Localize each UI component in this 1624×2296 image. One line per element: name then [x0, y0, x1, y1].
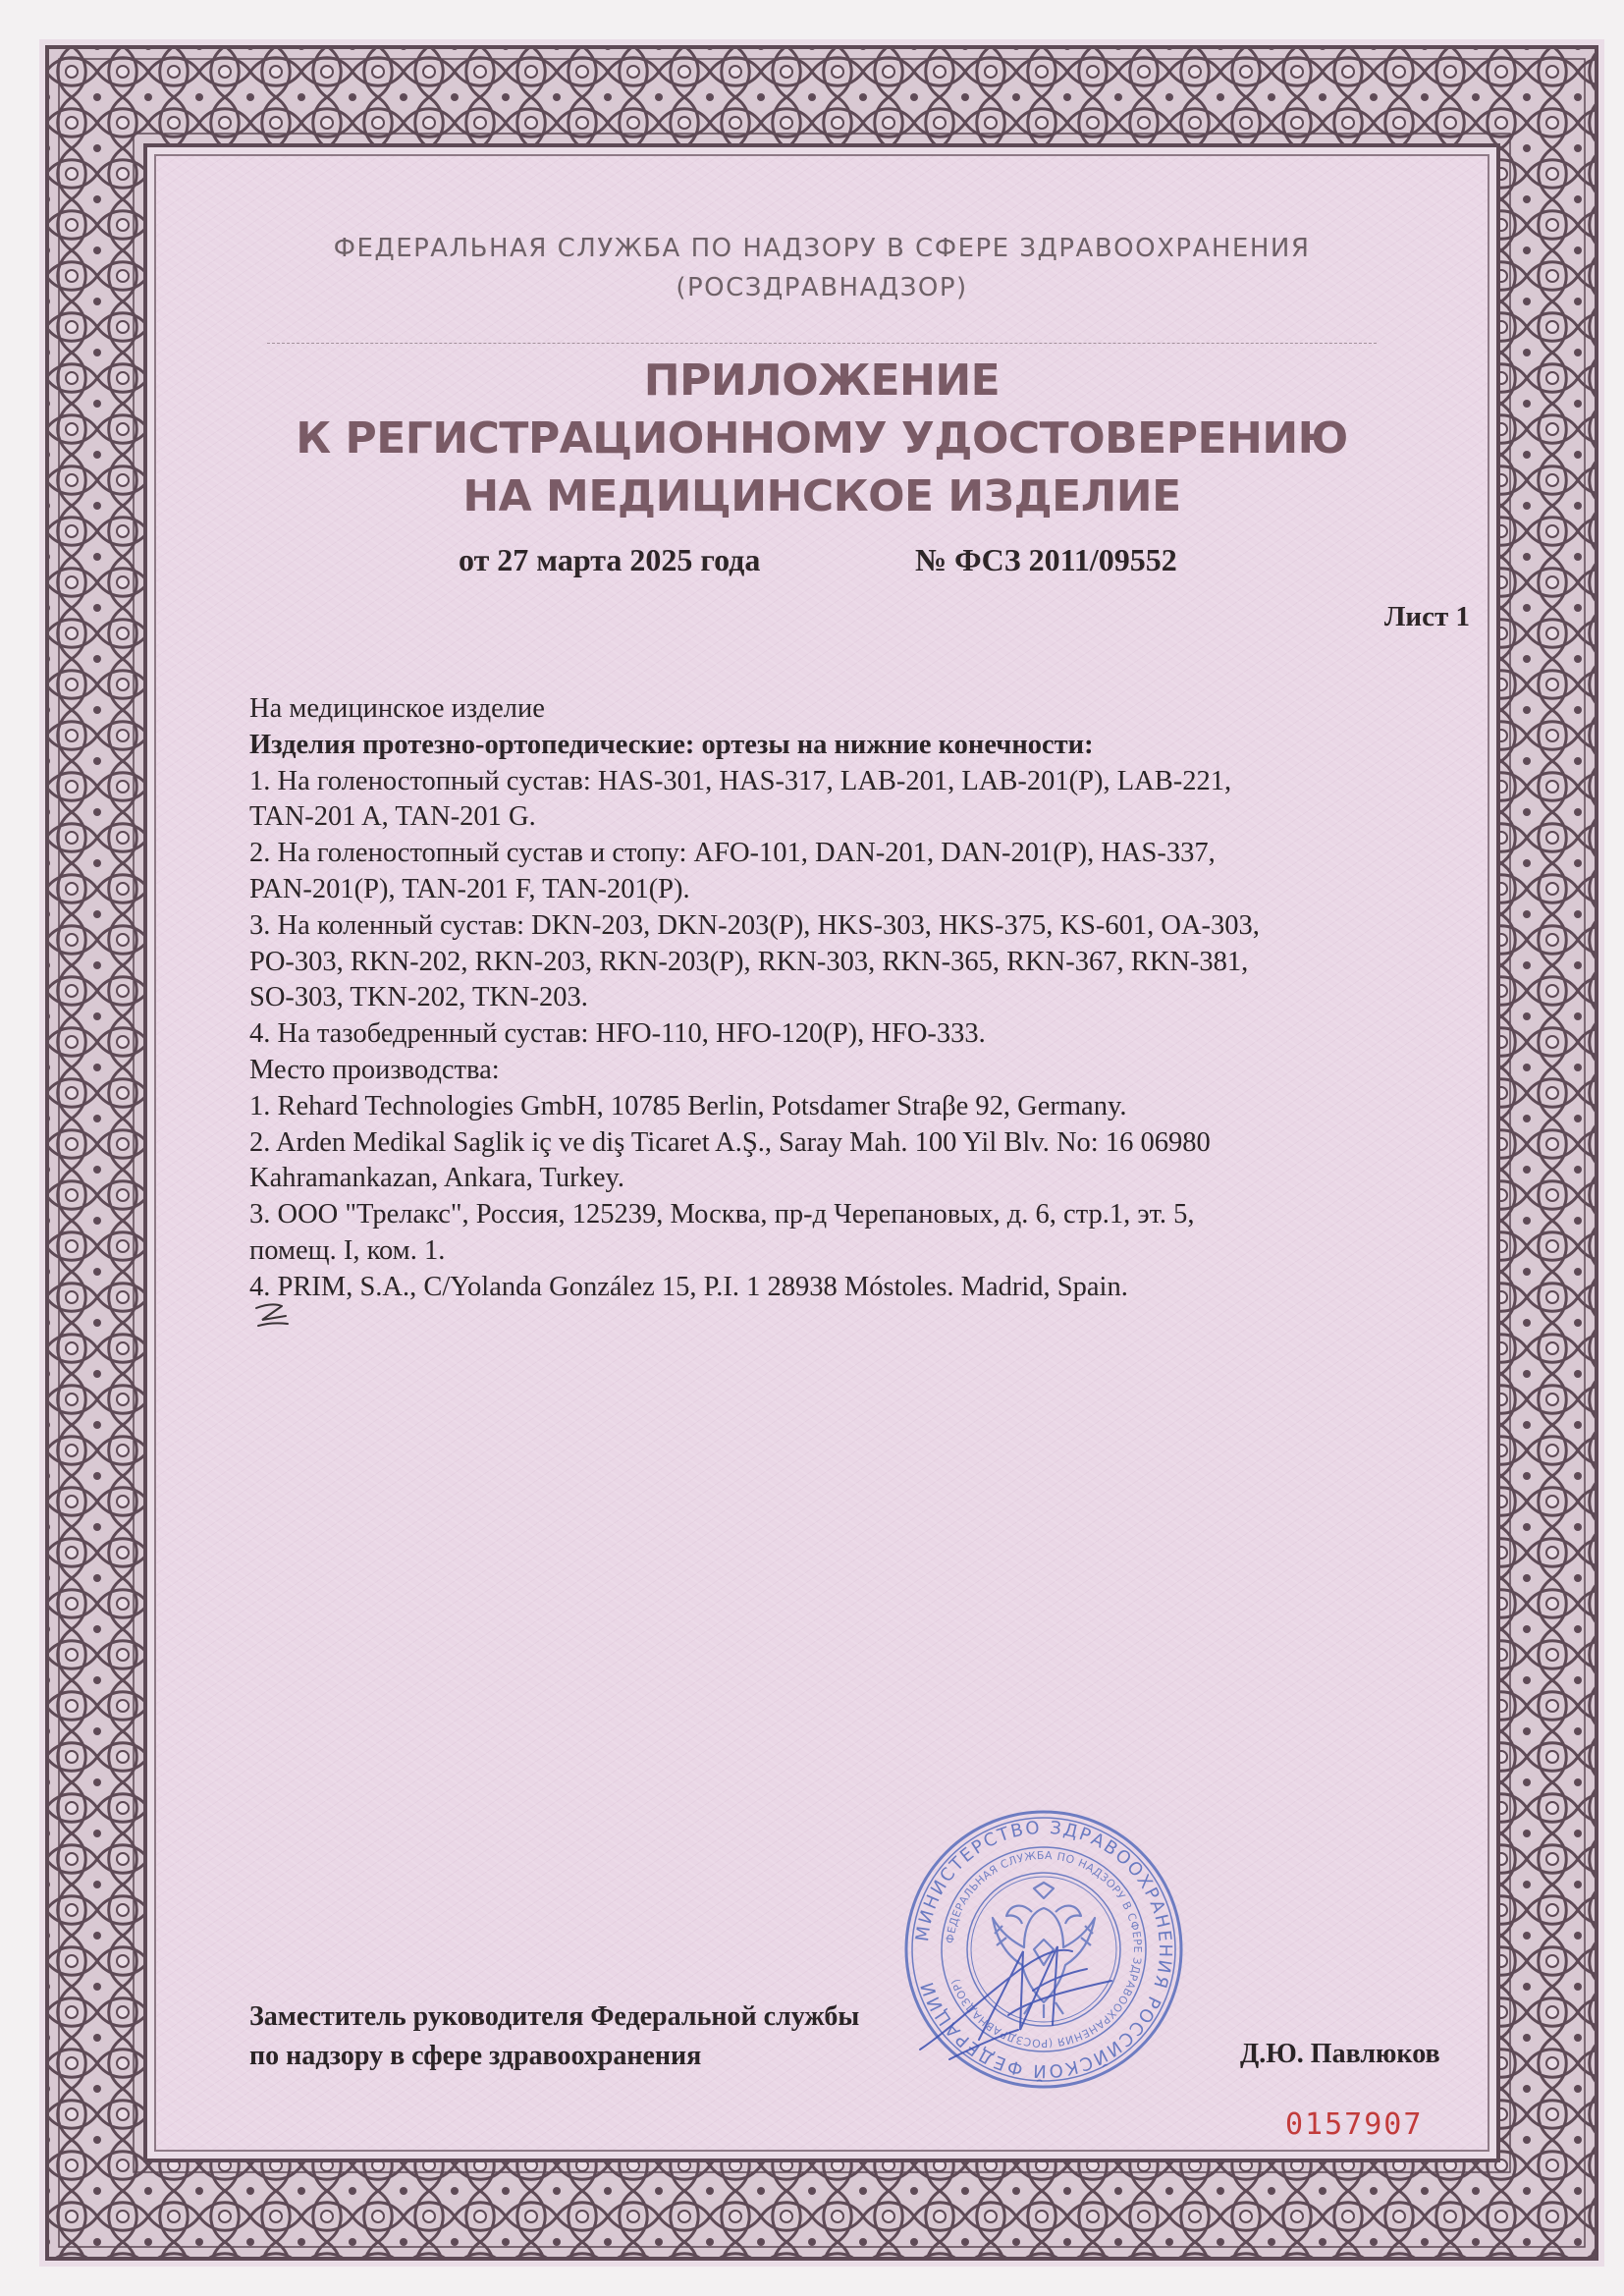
certificate-sheet — [39, 39, 1604, 2267]
product-item-line: 2. На голеностопный сустав и стопу: AFO-101, DAN-201, DAN-201(P), HAS-337, — [249, 838, 1216, 869]
product-item-line: SO-303, TKN-202, TKN-203. — [249, 982, 588, 1013]
production-site-line: помещ. I, ком. 1. — [249, 1234, 446, 1266]
handwritten-initial-mark — [252, 1300, 292, 1330]
production-site-label: Место производства: — [249, 1054, 500, 1085]
product-item-line: TAN-201 A, TAN-201 G. — [249, 801, 536, 833]
signatory-position-line2: по надзору в сфере здравоохранения — [249, 2041, 702, 2071]
header-divider — [267, 343, 1377, 344]
product-item-line: 1. На голеностопный сустав: HAS-301, HAS-317, LAB-201, LAB-201(P), LAB-221, — [249, 765, 1232, 796]
production-site-line: Kahramankazan, Ankara, Turkey. — [249, 1163, 624, 1194]
document-title: ПРИЛОЖЕНИЕ — [643, 355, 1001, 406]
product-name: Изделия протезно-ортопедические: ортезы на нижние конечности: — [249, 729, 1094, 760]
product-item-line: 3. На коленный сустав: DKN-203, DKN-203(P), HKS-303, HKS-375, KS-601, OA-303, — [249, 909, 1260, 941]
signatory-name: Д.Ю. Павлюков — [1240, 2039, 1440, 2069]
product-item-line: PO-303, RKN-202, RKN-203, RKN-203(P), RKN-303, RKN-365, RKN-367, RKN-381, — [249, 946, 1249, 977]
certificate-content — [154, 154, 1489, 2152]
handwritten-signature — [910, 1922, 1116, 2069]
issue-date: от 27 марта 2025 года — [459, 542, 761, 577]
signatory-position-line1: Заместитель руководителя Федеральной службы — [249, 2001, 860, 2032]
production-site-line: 2. Arden Medikal Saglik iç ve diş Ticaret A.Ş., Saray Mah. 100 Yil Blv. No: 16 06980 — [249, 1126, 1211, 1158]
product-item-line: 4. На тазобедренный сустав: HFO-110, HFO-120(P), HFO-333. — [249, 1018, 986, 1050]
serial-number: 0157907 — [1285, 2107, 1424, 2142]
certificate-body — [249, 691, 1457, 1306]
production-site-line: 4. PRIM, S.A., C/Yolanda González 15, P.I. 1 28938 Móstoles. Madrid, Spain. — [249, 1271, 1128, 1302]
seal-inner-text: ФЕДЕРАЛЬНАЯ СЛУЖБА ПО НАДЗОРУ В СФЕРЕ ЗДРАВООХРАНЕНИЯ (РОСЗДРАВНАДЗОР) — [944, 1848, 1145, 2050]
production-site-line: 1. Rehard Technologies GmbH, 10785 Berlin, Potsdamer Straβe 92, Germany. — [249, 1090, 1127, 1121]
sheet-number: Лист 1 — [1383, 601, 1470, 632]
seal-outer-text: МИНИСТЕРСТВО ЗДРАВООХРАНЕНИЯ РОССИЙСКОЙ ФЕДЕРАЦИИ — [912, 1817, 1176, 2082]
agency-name: ФЕДЕРАЛЬНАЯ СЛУЖБА ПО НАДЗОРУ В СФЕРЕ ЗДРАВООХРАНЕНИЯ — [333, 234, 1311, 263]
production-site-line: 3. ООО "Трелакс", Россия, 125239, Москва, пр-д Черепановых, д. 6, стр.1, эт. 5, — [249, 1199, 1195, 1230]
document-subtitle-line2: НА МЕДИЦИНСКОЕ ИЗДЕЛИЕ — [462, 471, 1181, 521]
agency-abbreviation: (РОСЗДРАВНАДЗОР) — [676, 273, 968, 302]
registration-number: № ФСЗ 2011/09552 — [915, 542, 1177, 577]
signatory-position — [249, 1997, 859, 2076]
product-item-line: PAN-201(P), TAN-201 F, TAN-201(P). — [249, 873, 690, 904]
body-intro: На медицинское изделие — [249, 693, 545, 724]
document-subtitle-line1: К РЕГИСТРАЦИОННОМУ УДОСТОВЕРЕНИЮ — [296, 413, 1348, 464]
